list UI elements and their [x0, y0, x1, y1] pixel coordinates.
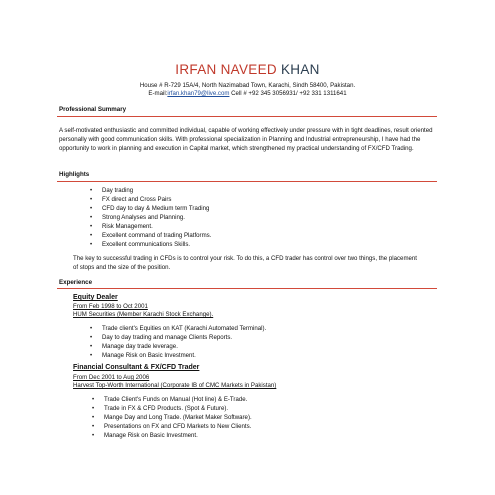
list-item: • FX direct and Cross Pairs: [90, 196, 172, 203]
job-company: HUM Securities (Member Karachi Stock Exchange).: [73, 311, 214, 318]
list-item: • Manage Risk on Basic Investment.: [92, 432, 198, 439]
list-item: • Strong Analyses and Planning.: [90, 214, 186, 221]
email-link[interactable]: irfan.khan79@live.com: [167, 90, 230, 97]
highlights-note: The key to successful trading in CFDs is to control your risk. To do this, a CFD trader has control over two things, the placement of stops and the size of the position.: [73, 255, 417, 271]
bullet-icon: •: [90, 241, 93, 248]
bullet-icon: •: [90, 196, 93, 203]
bullet-icon: •: [92, 423, 95, 430]
job-title: Financial Consultant & FX/CFD Trader: [73, 364, 200, 371]
job-title: Equity Dealer: [73, 294, 118, 301]
summary-text: A self-motivated enthusiastic and committed individual, capable of working effectively under pressure with in tight deadlines, result oriented personally with good communication skills. With professional specialization in Planning and Industrial entrepreneurship, I have had the opportunity to work in planning and execution in Capital market, which strengthened my practical understanding of FX/CFD Trading.: [59, 127, 433, 152]
bullet-icon: •: [92, 405, 95, 412]
list-item: • Excellent command of trading Platforms.: [90, 232, 212, 239]
bullet-icon: •: [90, 214, 93, 221]
list-item: • Trade client's Equities on KAT (Karachi Automated Terminal).: [90, 325, 267, 332]
job-company: Harvest Top-Worth International (Corporate IB of CMC Markets in Pakistan): [73, 382, 277, 389]
list-item: • Risk Management.: [90, 223, 153, 230]
candidate-name: [0, 62, 495, 77]
bullet-icon: •: [90, 334, 93, 341]
bullet-icon: •: [92, 396, 95, 403]
bullet-icon: •: [90, 205, 93, 212]
bullet-icon: •: [90, 325, 93, 332]
contact-line: [0, 90, 495, 98]
job-dates: From Dec 2001 to Aug 2006: [73, 374, 150, 381]
job-duties-list: [90, 324, 266, 360]
job-dates: From Feb 1998 to Oct 2001: [73, 303, 148, 310]
list-item: • Excellent communications Skills.: [90, 241, 191, 248]
cell-numbers: Cell # +92 345 3056931/ +92 331 1311641: [229, 90, 347, 97]
job-duties-list: [92, 395, 252, 440]
bullet-icon: •: [90, 343, 93, 350]
list-item: • Day to day trading and manage Clients Reports.: [90, 334, 233, 341]
highlights-list: [90, 186, 211, 249]
name-last: KHAN: [280, 62, 320, 77]
list-item: • CFD day to day & Medium term Trading: [90, 205, 210, 212]
bullet-icon: •: [92, 414, 95, 421]
bullet-icon: •: [90, 187, 93, 194]
email-label: E-mail:: [148, 90, 168, 97]
bullet-icon: •: [90, 223, 93, 230]
bullet-icon: •: [90, 352, 93, 359]
list-item: • Mange Day and Long Trade. (Market Maker Software).: [92, 414, 252, 421]
experience-divider: [57, 288, 437, 289]
bullet-icon: •: [92, 432, 95, 439]
list-item: • Trade Client's Funds on Manual (Hot line) & E-Trade.: [92, 396, 248, 403]
list-item: • Presentations on FX and CFD Markets to New Clients.: [92, 423, 252, 430]
name-first: IRFAN NAVEED: [175, 62, 277, 77]
summary-heading: Professional Summary: [59, 106, 127, 113]
list-item: • Manage day trade leverage.: [90, 343, 178, 350]
list-item: • Manage Risk on Basic Investment.: [90, 352, 196, 359]
experience-heading: Experience: [59, 279, 93, 286]
bullet-icon: •: [90, 232, 93, 239]
list-item: • Trade in FX & CFD Products. (Spot & Future).: [92, 405, 229, 412]
highlights-divider: [57, 181, 437, 182]
address-line: House # R-729 15A/4, North Nazimabad Town, Karachi, Sindh 58400, Pakistan.: [139, 82, 356, 89]
summary-divider: [57, 116, 437, 117]
list-item: • Day trading: [90, 187, 134, 194]
highlights-heading: Highlights: [59, 171, 90, 178]
